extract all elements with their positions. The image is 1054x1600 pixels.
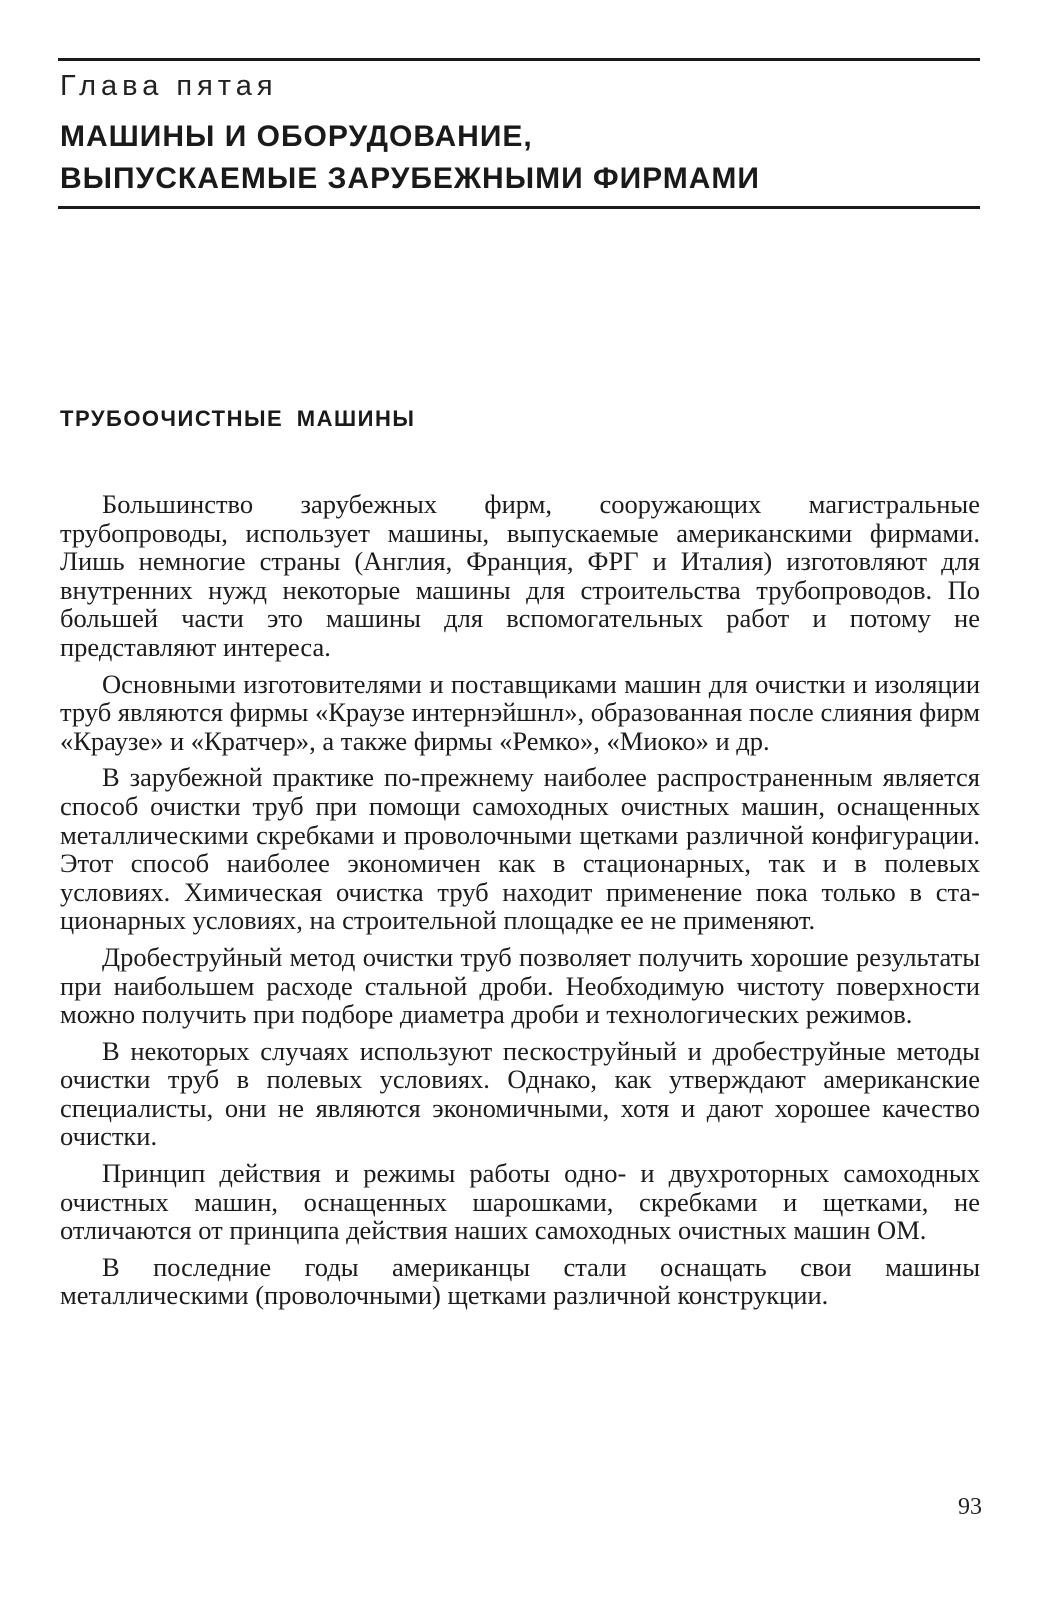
body-text (60, 490, 980, 1318)
paragraph: В последние годы американцы стали оснащать свои машины металлическими (проволочными) щетками различной конструкции. (60, 1251, 980, 1311)
paragraph: В некоторых случаях используют пескоструйный и дробеструйные методы очистки труб в полевых условиях. Однако, как утверждают американские специалисты, они не являются экономичными, хотя и дают хорошее качество очистки. (60, 1035, 980, 1152)
paragraph: Основными изготовителями и поставщиками машин для очистки и изоляции труб являются фирмы «Краузе интернэйшнл», образованная после слияния фирм «Краузе» и «Кратчер», а также фирмы «Ремко», «Миоко» и др. (60, 668, 980, 756)
chapter-title-line-2: ВЫПУСКАЕМЫЕ ЗАРУБЕЖНЫМИ ФИРМАМИ (60, 162, 760, 195)
paragraph: Дробеструйный метод очистки труб позволяет получить хорошие результаты при наибольшем расходе стальной дроби. Необходимую чистоту поверхности можно получить при подборе диаметра дроби и технологических режимов. (60, 941, 980, 1030)
top-rule (58, 58, 980, 61)
chapter-title (60, 116, 990, 200)
section-title: ТРУБООЧИСТНЫЕ МАШИНЫ (60, 406, 416, 431)
paragraph: В зарубежной практике по-прежнему наиболее распространенным является способ очистки труб при помощи самоходных очистных машин, оснащенных металлическими скребками и проволочными щетками различной конфигурации. Этот способ наиболее экономичен как в стационарных, так и в полевых условиях. Химическая очистка труб находит применение пока только в стационарных условиях, на строительной площадке ее не применяют. (60, 762, 980, 936)
paragraph: Принцип действия и режимы работы одно- и двухроторных самоходных очистных машин, оснащенных шарошками, скребками и щетками, не отличаются от принципа действия наших самоходных очистных машин ОМ. (60, 1158, 980, 1246)
paragraph: Большинство зарубежных фирм, сооружающих магистральные трубопроводы, использует машины, выпускаемые американскими фирмами. Лишь немногие страны (Англия, Франция, ФРГ и Италия) изготовляют для внутренних нужд некоторые машины для строительства трубопроводов. По большей части это машины для вспомогательных работ и потому не представляют интереса. (60, 489, 980, 662)
bottom-rule (58, 206, 980, 209)
chapter-label: Глава пятая (60, 70, 278, 102)
page-number: 93 (958, 1494, 982, 1520)
chapter-title-line-1: МАШИНЫ И ОБОРУДОВАНИЕ, (60, 120, 533, 153)
